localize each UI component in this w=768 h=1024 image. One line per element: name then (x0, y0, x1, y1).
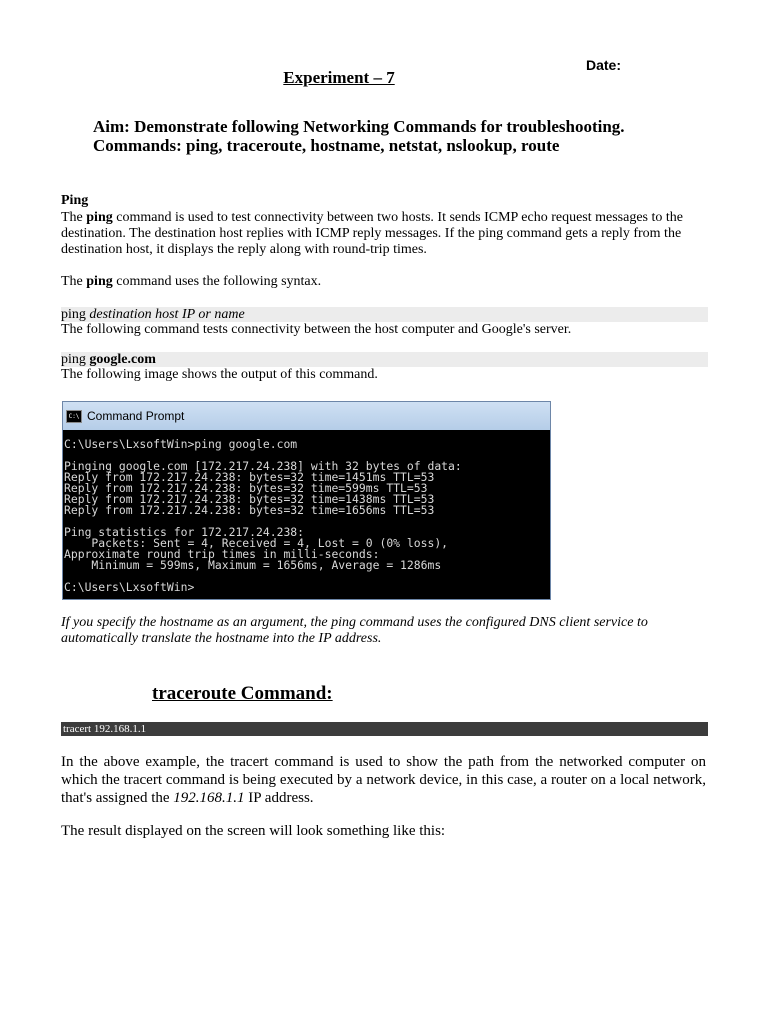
syntax-pre: The (61, 274, 87, 289)
syntax-post: command uses the following syntax. (112, 274, 322, 289)
cmd-output-line: C:\Users\LxsoftWin> (64, 580, 195, 594)
aim-block (93, 117, 625, 155)
ping-intro (61, 210, 711, 258)
ping-intro-pre: The (61, 210, 87, 225)
syntax-box (61, 307, 708, 322)
commands-line: Commands: ping, traceroute, hostname, netstat, nslookup, route (93, 136, 560, 155)
tracert-command-bar: tracert 192.168.1.1 (61, 722, 708, 736)
tracert-explanation (61, 753, 706, 807)
cmd-output-line: Minimum = 599ms, Maximum = 1656ms, Average = 1286ms (64, 558, 442, 572)
cmd-output-line: C:\Users\LxsoftWin>ping google.com (64, 437, 298, 451)
image-caption: The following image shows the output of this command. (61, 367, 378, 382)
ping-intro-post: command is used to test connectivity between two hosts. It sends ICMP echo request messages to the destination. The destination host replies with ICMP reply messages. If the ping command gets a reply from the destination host, it displays the reply along with round-trip times. (61, 210, 684, 257)
cmd-output-line: Reply from 172.217.24.238: bytes=32 time=599ms TTL=53 (64, 481, 428, 495)
dns-note: If you specify the hostname as an argument, the ping command uses the configured DNS client service to automatically translate the hostname into the IP address. (61, 615, 648, 646)
tracert-pre: In the above example, the tracert command is used to show the path from the networked computer on which the tracert command is being executed by a network device, in this case, a router on a local network, that's assigned the (61, 754, 706, 806)
aim-line: Aim: Demonstrate following Networking Commands for troubleshooting. (93, 117, 625, 136)
traceroute-heading: traceroute Command: (152, 683, 333, 704)
experiment-title: Experiment – 7 (283, 68, 395, 87)
ping-test-text: The following command tests connectivity between the host computer and Google's server. (61, 322, 572, 337)
ping-syntax-intro (61, 274, 711, 290)
cmd-titlebar (63, 402, 550, 430)
command-prompt-screenshot (62, 401, 551, 600)
date-label: Date: (586, 57, 622, 73)
syntax-cmd: ping (61, 307, 90, 322)
tracert-ip: 192.168.1.1 (173, 790, 245, 806)
cmd-output-line: Reply from 172.217.24.238: bytes=32 time=1438ms TTL=53 (64, 492, 435, 506)
cmd-output-line: Packets: Sent = 4, Received = 4, Lost = 0 (0% loss), (64, 536, 449, 550)
cmd-output-line: Approximate round trip times in milli-seconds: (64, 547, 380, 561)
ping-intro-bold: ping (86, 210, 113, 225)
syntax-arg: destination host IP or name (89, 307, 245, 322)
terminal-icon: C:\ (66, 410, 82, 423)
tracert-result-intro: The result displayed on the screen will look something like this: (61, 823, 446, 839)
cmd-output-line: Reply from 172.217.24.238: bytes=32 time=1656ms TTL=53 (64, 503, 435, 517)
ping-heading: Ping (61, 193, 89, 208)
cmd-output (63, 430, 550, 593)
cmd-output-line: Reply from 172.217.24.238: bytes=32 time=1451ms TTL=53 (64, 470, 435, 484)
example-box (61, 352, 708, 367)
syntax-bold: ping (86, 274, 113, 289)
cmd-output-line: Ping statistics for 172.217.24.238: (64, 525, 305, 539)
example-arg: google.com (89, 352, 156, 367)
cmd-title: Command Prompt (87, 409, 185, 423)
example-cmd: ping (61, 352, 90, 367)
tracert-post: IP address. (244, 790, 314, 806)
cmd-output-line: Pinging google.com [172.217.24.238] with 32 bytes of data: (64, 459, 462, 473)
